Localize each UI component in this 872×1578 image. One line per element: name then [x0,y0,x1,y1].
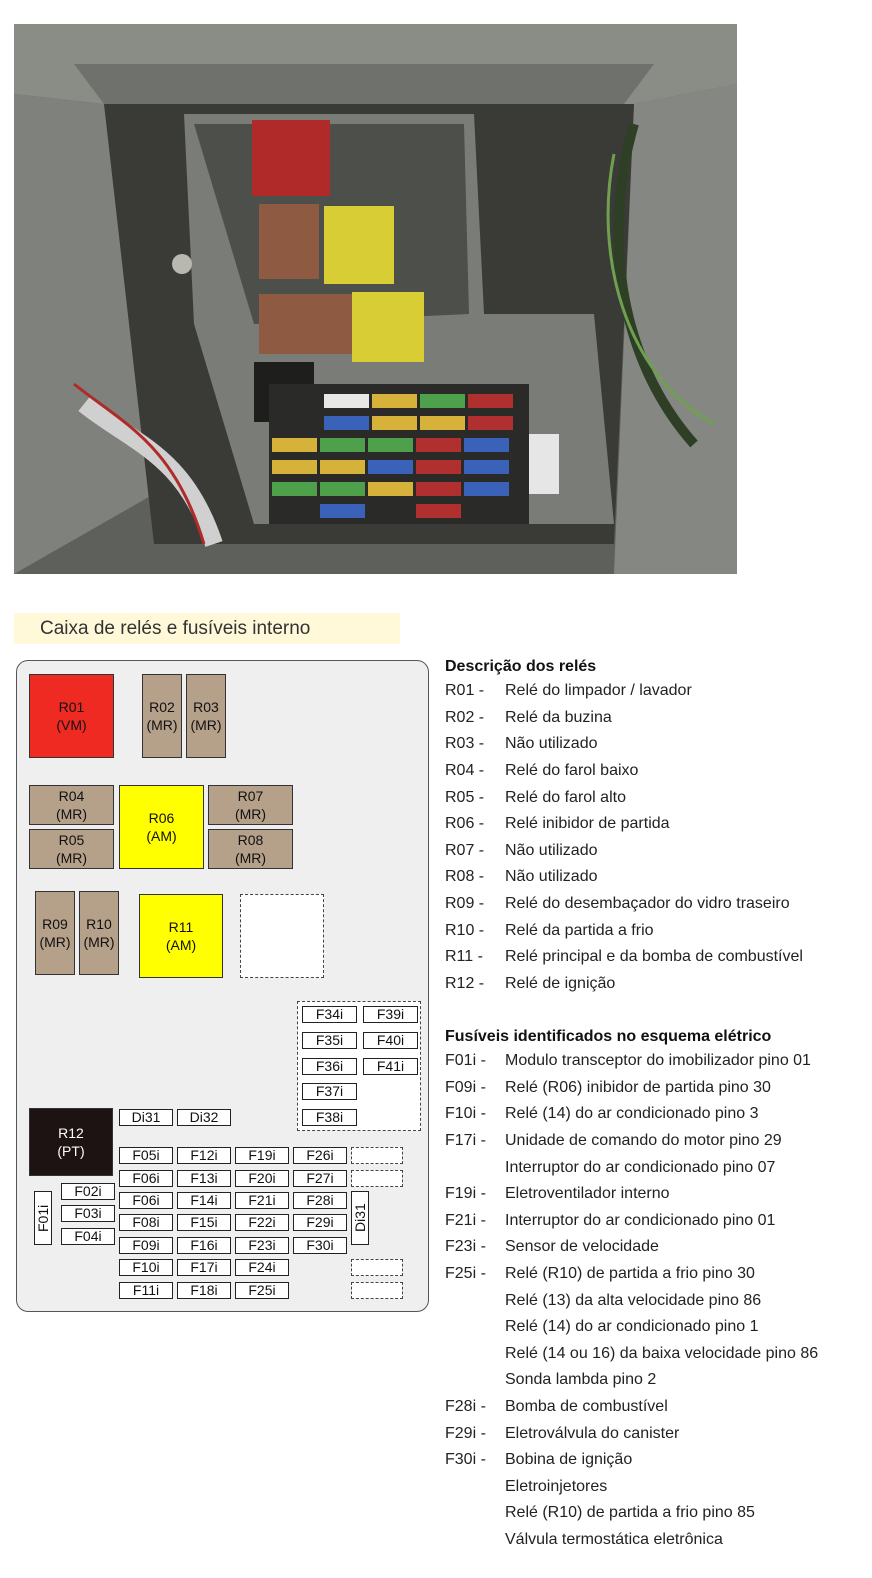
relay-label: R01 [58,699,85,715]
item-text: Bomba de combustível [505,1398,668,1416]
item-text: Eletroventilador interno [505,1185,670,1203]
item-text: Relé de ignição [505,974,616,992]
list-item [445,1075,818,1102]
list-item [445,731,803,758]
fuse-f22i: F22i [235,1214,289,1231]
relay-label: R06 [148,810,175,826]
fuse-list [445,1048,818,1553]
fuse-box-photo [14,24,737,574]
item-code: R11 - [445,948,483,966]
item-code: F17i - [445,1132,486,1150]
item-text: Relé (13) da alta velocidade pino 86 [505,1291,762,1309]
relay-label: R09 [42,916,68,932]
fuse-f04i: F04i [61,1228,115,1245]
list-item [445,1128,818,1155]
relay-r03 [186,674,226,758]
item-text: Relé da partida a frio [505,921,654,939]
fuse-f20i: F20i [235,1170,289,1187]
relay-label: R08 [237,832,264,848]
relay-type: (MR) [55,806,88,822]
list-item [445,784,803,811]
list-item [445,917,803,944]
fuse-f27i: F27i [293,1170,347,1187]
item-text: Relé (14 ou 16) da baixa velocidade pino 86 [505,1344,819,1362]
list-item [445,1261,818,1288]
list-item [445,838,803,865]
item-text: Interruptor do ar condicionado pino 01 [505,1211,776,1229]
relay-type: (MR) [55,850,88,866]
relay-descriptions-title: Descrição dos relés [445,658,597,675]
fuse-f10i: F10i [119,1259,173,1276]
relay-r06 [119,785,204,869]
item-text: Não utilizado [505,868,598,886]
fuse-f14i: F14i [177,1192,231,1209]
relay-label: R12 [58,1125,84,1141]
list-item [445,971,803,998]
item-code: F23i - [445,1238,486,1256]
list-item [445,944,803,971]
list-item [445,891,803,918]
list-item [445,1474,818,1501]
relay-type: (MR) [146,717,178,733]
relay-r09 [35,891,75,975]
item-text: Relé (R10) de partida a frio pino 30 [505,1265,755,1283]
list-item [445,1234,818,1261]
relay-type: (MR) [234,850,267,866]
item-text: Relé (14) do ar condicionado pino 1 [505,1318,759,1336]
item-text: Relé (14) do ar condicionado pino 3 [505,1105,759,1123]
section-title: Caixa de relés e fusíveis interno [14,613,400,644]
list-item [445,864,803,891]
item-code: R05 - [445,788,485,806]
relay-type: (AM) [165,937,197,953]
item-code: R09 - [445,895,485,913]
item-text: Relé do farol baixo [505,762,639,780]
item-code: F29i - [445,1424,486,1442]
fuse-f34i: F34i [302,1006,357,1023]
list-item [445,1287,818,1314]
relay-label: R05 [58,832,85,848]
fuse-descriptions [445,1028,818,1553]
fuse-f02i: F02i [61,1183,115,1200]
fuse-f40i: F40i [363,1032,418,1049]
item-code: F25i - [445,1265,486,1283]
fuse-f36i: F36i [302,1058,357,1075]
item-text: Eletroválvula do canister [505,1424,680,1442]
relay-type: (PT) [57,1143,85,1159]
item-code: F21i - [445,1211,486,1229]
diode-di32: Di32 [177,1109,231,1126]
item-text: Relé principal e da bomba de combustível [505,948,803,966]
fuse-f26i: F26i [293,1147,347,1164]
fuse-f05i: F05i [119,1147,173,1164]
list-item [445,1314,818,1341]
relay-r07 [208,785,293,825]
list-item [445,705,803,732]
list-item [445,1181,818,1208]
relay-type: (AM) [146,828,177,844]
relay-label: R11 [168,919,194,935]
fuse-f24i: F24i [235,1259,289,1276]
item-text: Modulo transceptor do imobilizador pino 01 [505,1052,811,1070]
item-code: F28i - [445,1398,486,1416]
relay-label: R10 [86,916,112,932]
fuse-f23i: F23i [235,1237,289,1254]
item-text: Interruptor do ar condicionado pino 07 [505,1158,776,1176]
list-item [445,1500,818,1527]
list-item [445,811,803,838]
item-text: Válvula termostática eletrônica [505,1530,723,1548]
relay-label: R04 [58,788,85,804]
list-item [445,1394,818,1421]
list-item [445,1154,818,1181]
relay-type: (MR) [234,806,267,822]
list-item [445,1420,818,1447]
fuse-f16i: F16i [177,1237,231,1254]
item-code: F09i - [445,1078,486,1096]
list-item [445,1048,818,1075]
list-item [445,1341,818,1368]
empty-fuse-slot [351,1282,403,1299]
list-item [445,1101,818,1128]
item-code: F19i - [445,1185,486,1203]
relay-r01 [29,674,114,758]
fuse-descriptions-title: Fusíveis identificados no esquema elétrico [445,1028,772,1045]
fuse-f06i-2: F06i [119,1192,173,1209]
diode-di31: Di31 [119,1109,173,1126]
fuse-f12i: F12i [177,1147,231,1164]
fuse-f39i: F39i [363,1006,418,1023]
relay-type: (MR) [83,934,115,950]
list-item [445,678,803,705]
relay-descriptions [445,658,803,997]
item-text: Relé do limpador / lavador [505,682,692,700]
item-code: F30i - [445,1451,486,1469]
item-text: Bobina de ignição [505,1451,633,1469]
fuse-f09i: F09i [119,1237,173,1254]
item-code: R08 - [445,868,485,886]
item-text: Relé (R06) inibidor de partida pino 30 [505,1078,771,1096]
item-text: Relé (R10) de partida a frio pino 85 [505,1504,755,1522]
fuse-f13i: F13i [177,1170,231,1187]
fuse-f03i: F03i [61,1205,115,1222]
relay-type: (VM) [56,717,87,733]
list-item [445,1447,818,1474]
item-text: Eletroinjetores [505,1477,608,1495]
list-item [445,1367,818,1394]
diode-di31-vertical: Di31 [351,1191,369,1245]
relay-r02 [142,674,182,758]
item-code: R06 - [445,815,485,833]
fuse-f28i: F28i [293,1192,347,1209]
relay-r04 [29,785,114,825]
empty-relay-slot [240,894,324,978]
item-code: R01 - [445,682,485,700]
fuse-f19i: F19i [235,1147,289,1164]
item-code: R10 - [445,921,485,939]
fuse-f01i: F01i [34,1191,52,1245]
relay-list [445,678,803,997]
relay-label: R03 [193,699,219,715]
relay-r05 [29,829,114,869]
relay-type: (MR) [190,717,222,733]
item-text: Unidade de comando do motor pino 29 [505,1132,782,1150]
relay-r11 [139,894,223,978]
item-text: Sonda lambda pino 2 [505,1371,657,1389]
fuse-f11i: F11i [119,1282,173,1299]
relay-r10 [79,891,119,975]
item-text: Sensor de velocidade [505,1238,659,1256]
fuse-f21i: F21i [235,1192,289,1209]
fuse-box-diagram [16,660,429,1312]
item-code: R04 - [445,762,485,780]
relay-type: (MR) [39,934,71,950]
fuse-f35i: F35i [302,1032,357,1049]
item-text: Relé do desembaçador do vidro traseiro [505,895,790,913]
fuse-f29i: F29i [293,1214,347,1231]
fuse-f17i: F17i [177,1259,231,1276]
empty-fuse-slot [351,1170,403,1187]
fuse-f37i: F37i [302,1083,357,1100]
item-text: Relé da buzina [505,708,612,726]
fuse-f30i: F30i [293,1237,347,1254]
item-code: R02 - [445,708,485,726]
fuse-f08i: F08i [119,1214,173,1231]
item-text: Relé do farol alto [505,788,626,806]
item-code: F01i - [445,1052,486,1070]
fuse-f38i: F38i [302,1109,357,1126]
item-text: Não utilizado [505,735,598,753]
relay-label: R02 [149,699,175,715]
item-text: Não utilizado [505,841,598,859]
fuse-f41i: F41i [363,1058,418,1075]
fuse-f18i: F18i [177,1282,231,1299]
relay-label: R07 [237,788,264,804]
item-text: Relé inibidor de partida [505,815,670,833]
item-code: F10i - [445,1105,486,1123]
empty-fuse-slot [351,1147,403,1164]
empty-fuse-slot [351,1259,403,1276]
list-item [445,1208,818,1235]
fuse-f06i: F06i [119,1170,173,1187]
relay-r08 [208,829,293,869]
fuse-f25i: F25i [235,1282,289,1299]
item-code: R03 - [445,735,485,753]
fuse-f15i: F15i [177,1214,231,1231]
list-item [445,1527,818,1554]
list-item [445,758,803,785]
item-code: R12 - [445,974,485,992]
item-code: R07 - [445,841,485,859]
relay-r12 [29,1108,113,1176]
